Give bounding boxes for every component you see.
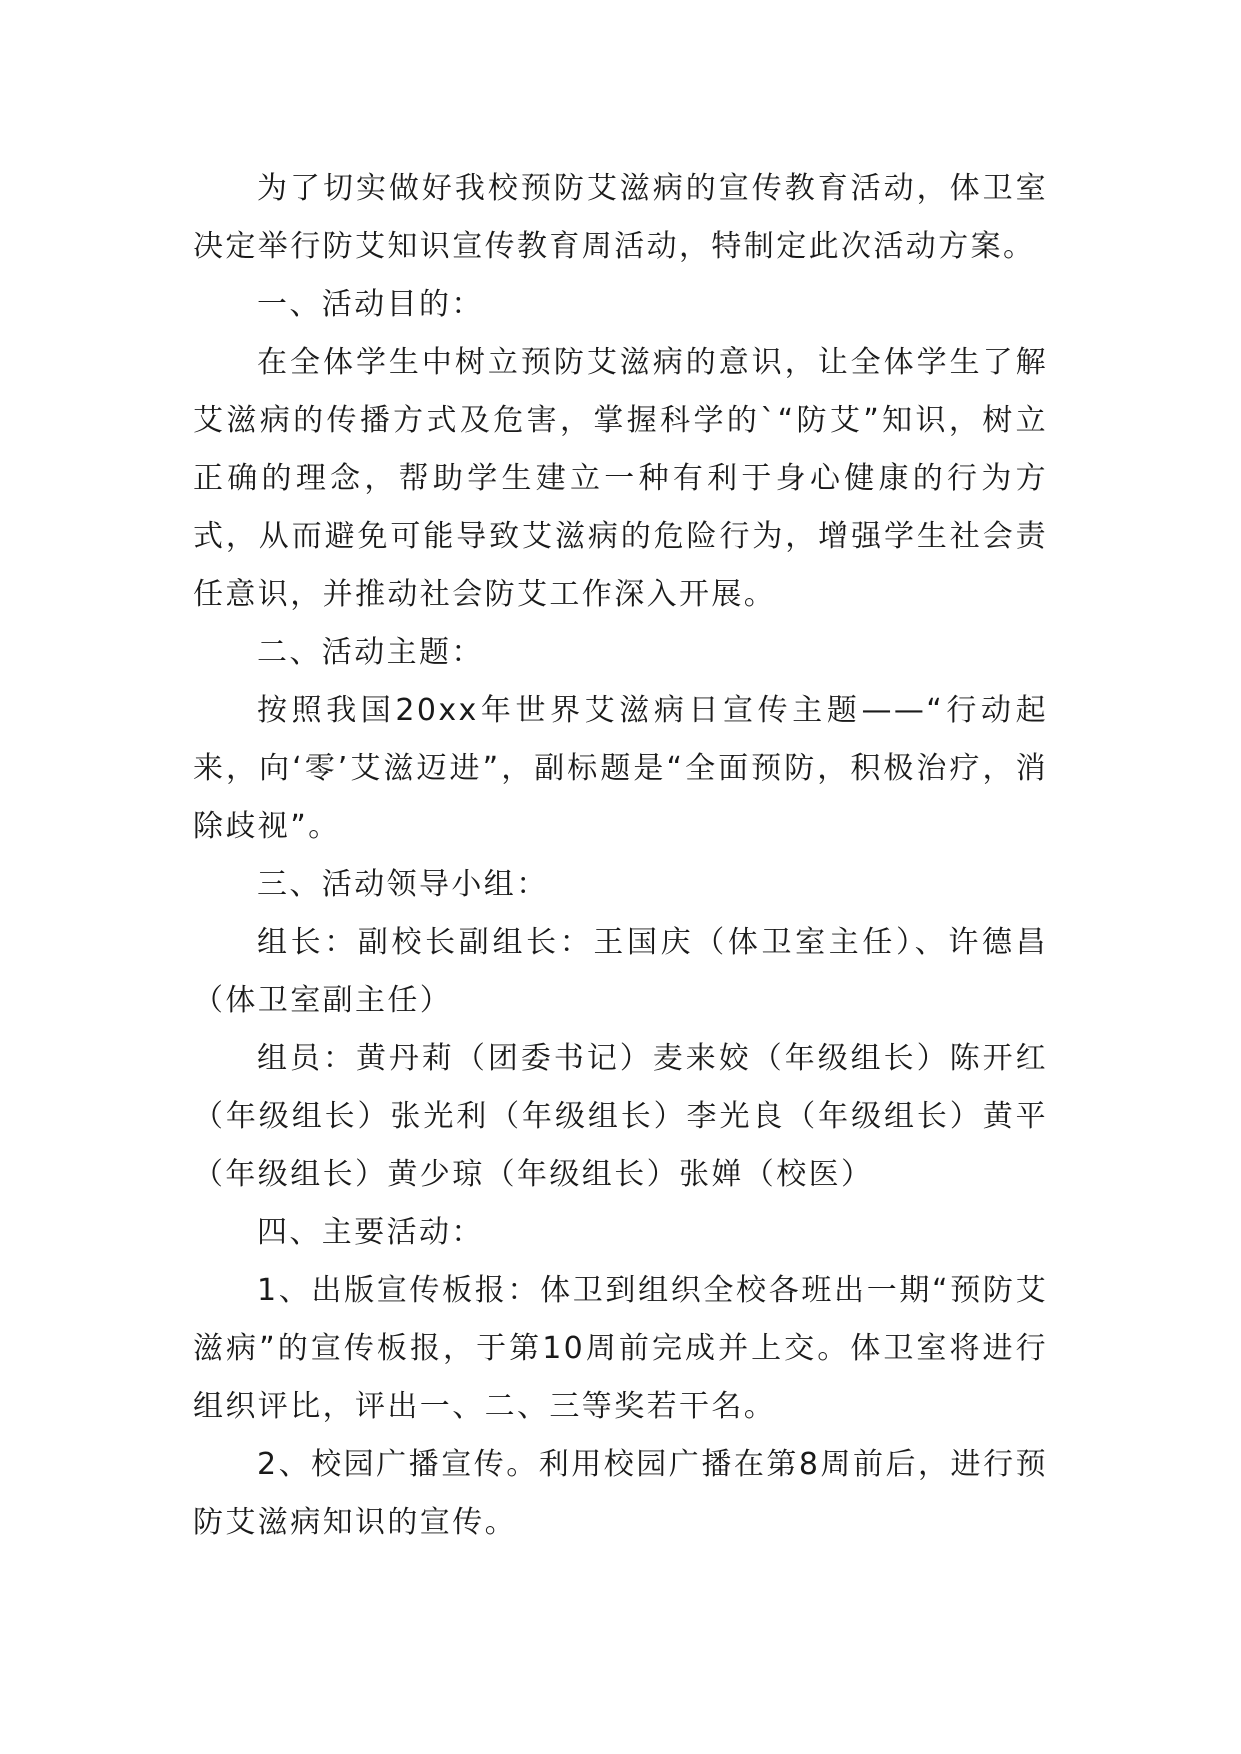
section-heading-leadership: 三、活动领导小组：: [257, 867, 549, 902]
section-heading-theme: 二、活动主题：: [257, 635, 484, 670]
intro-paragraph: 为了切实做好我校预防艾滋病的宣传教育活动，体卫室决定举行防艾知识宣传教育周活动，特制定此次活动方案。: [193, 171, 1048, 264]
activity-item-broadcast: 2、校园广播宣传。利用校园广播在第8周前后，进行预防艾滋病知识的宣传。: [193, 1447, 1048, 1540]
activity-item-blackboard: 1、出版宣传板报：体卫到组织全校各班出一期“预防艾滋病”的宣传板报，于第10周前完成并上交。体卫室将进行组织评比，评出一、二、三等奖若干名。: [193, 1273, 1048, 1424]
theme-paragraph: 按照我国20xx年世界艾滋病日宣传主题——“行动起来，向‘零’艾滋迈进”，副标题是“全面预防，积极治疗，消除歧视”。: [193, 693, 1048, 844]
purpose-paragraph: 在全体学生中树立预防艾滋病的意识，让全体学生了解艾滋病的传播方式及危害，掌握科学的`“防艾”知识，树立正确的理念，帮助学生建立一种有利于身心健康的行为方式，从而避免可能导致艾滋病的危险行为，增强学生社会责任意识，并推动社会防艾工作深入开展。: [193, 345, 1048, 612]
document-body: [193, 160, 1048, 1552]
leader-paragraph: 组长：副校长副组长：王国庆（体卫室主任）、许德昌（体卫室副主任）: [193, 925, 1048, 1018]
section-heading-activities: 四、主要活动：: [257, 1215, 484, 1250]
members-paragraph: 组员：黄丹莉（团委书记）麦来姣（年级组长）陈开红（年级组长）张光利（年级组长）李光良（年级组长）黄平（年级组长）黄少琼（年级组长）张婵（校医）: [193, 1041, 1048, 1192]
section-heading-purpose: 一、活动目的：: [257, 287, 484, 322]
